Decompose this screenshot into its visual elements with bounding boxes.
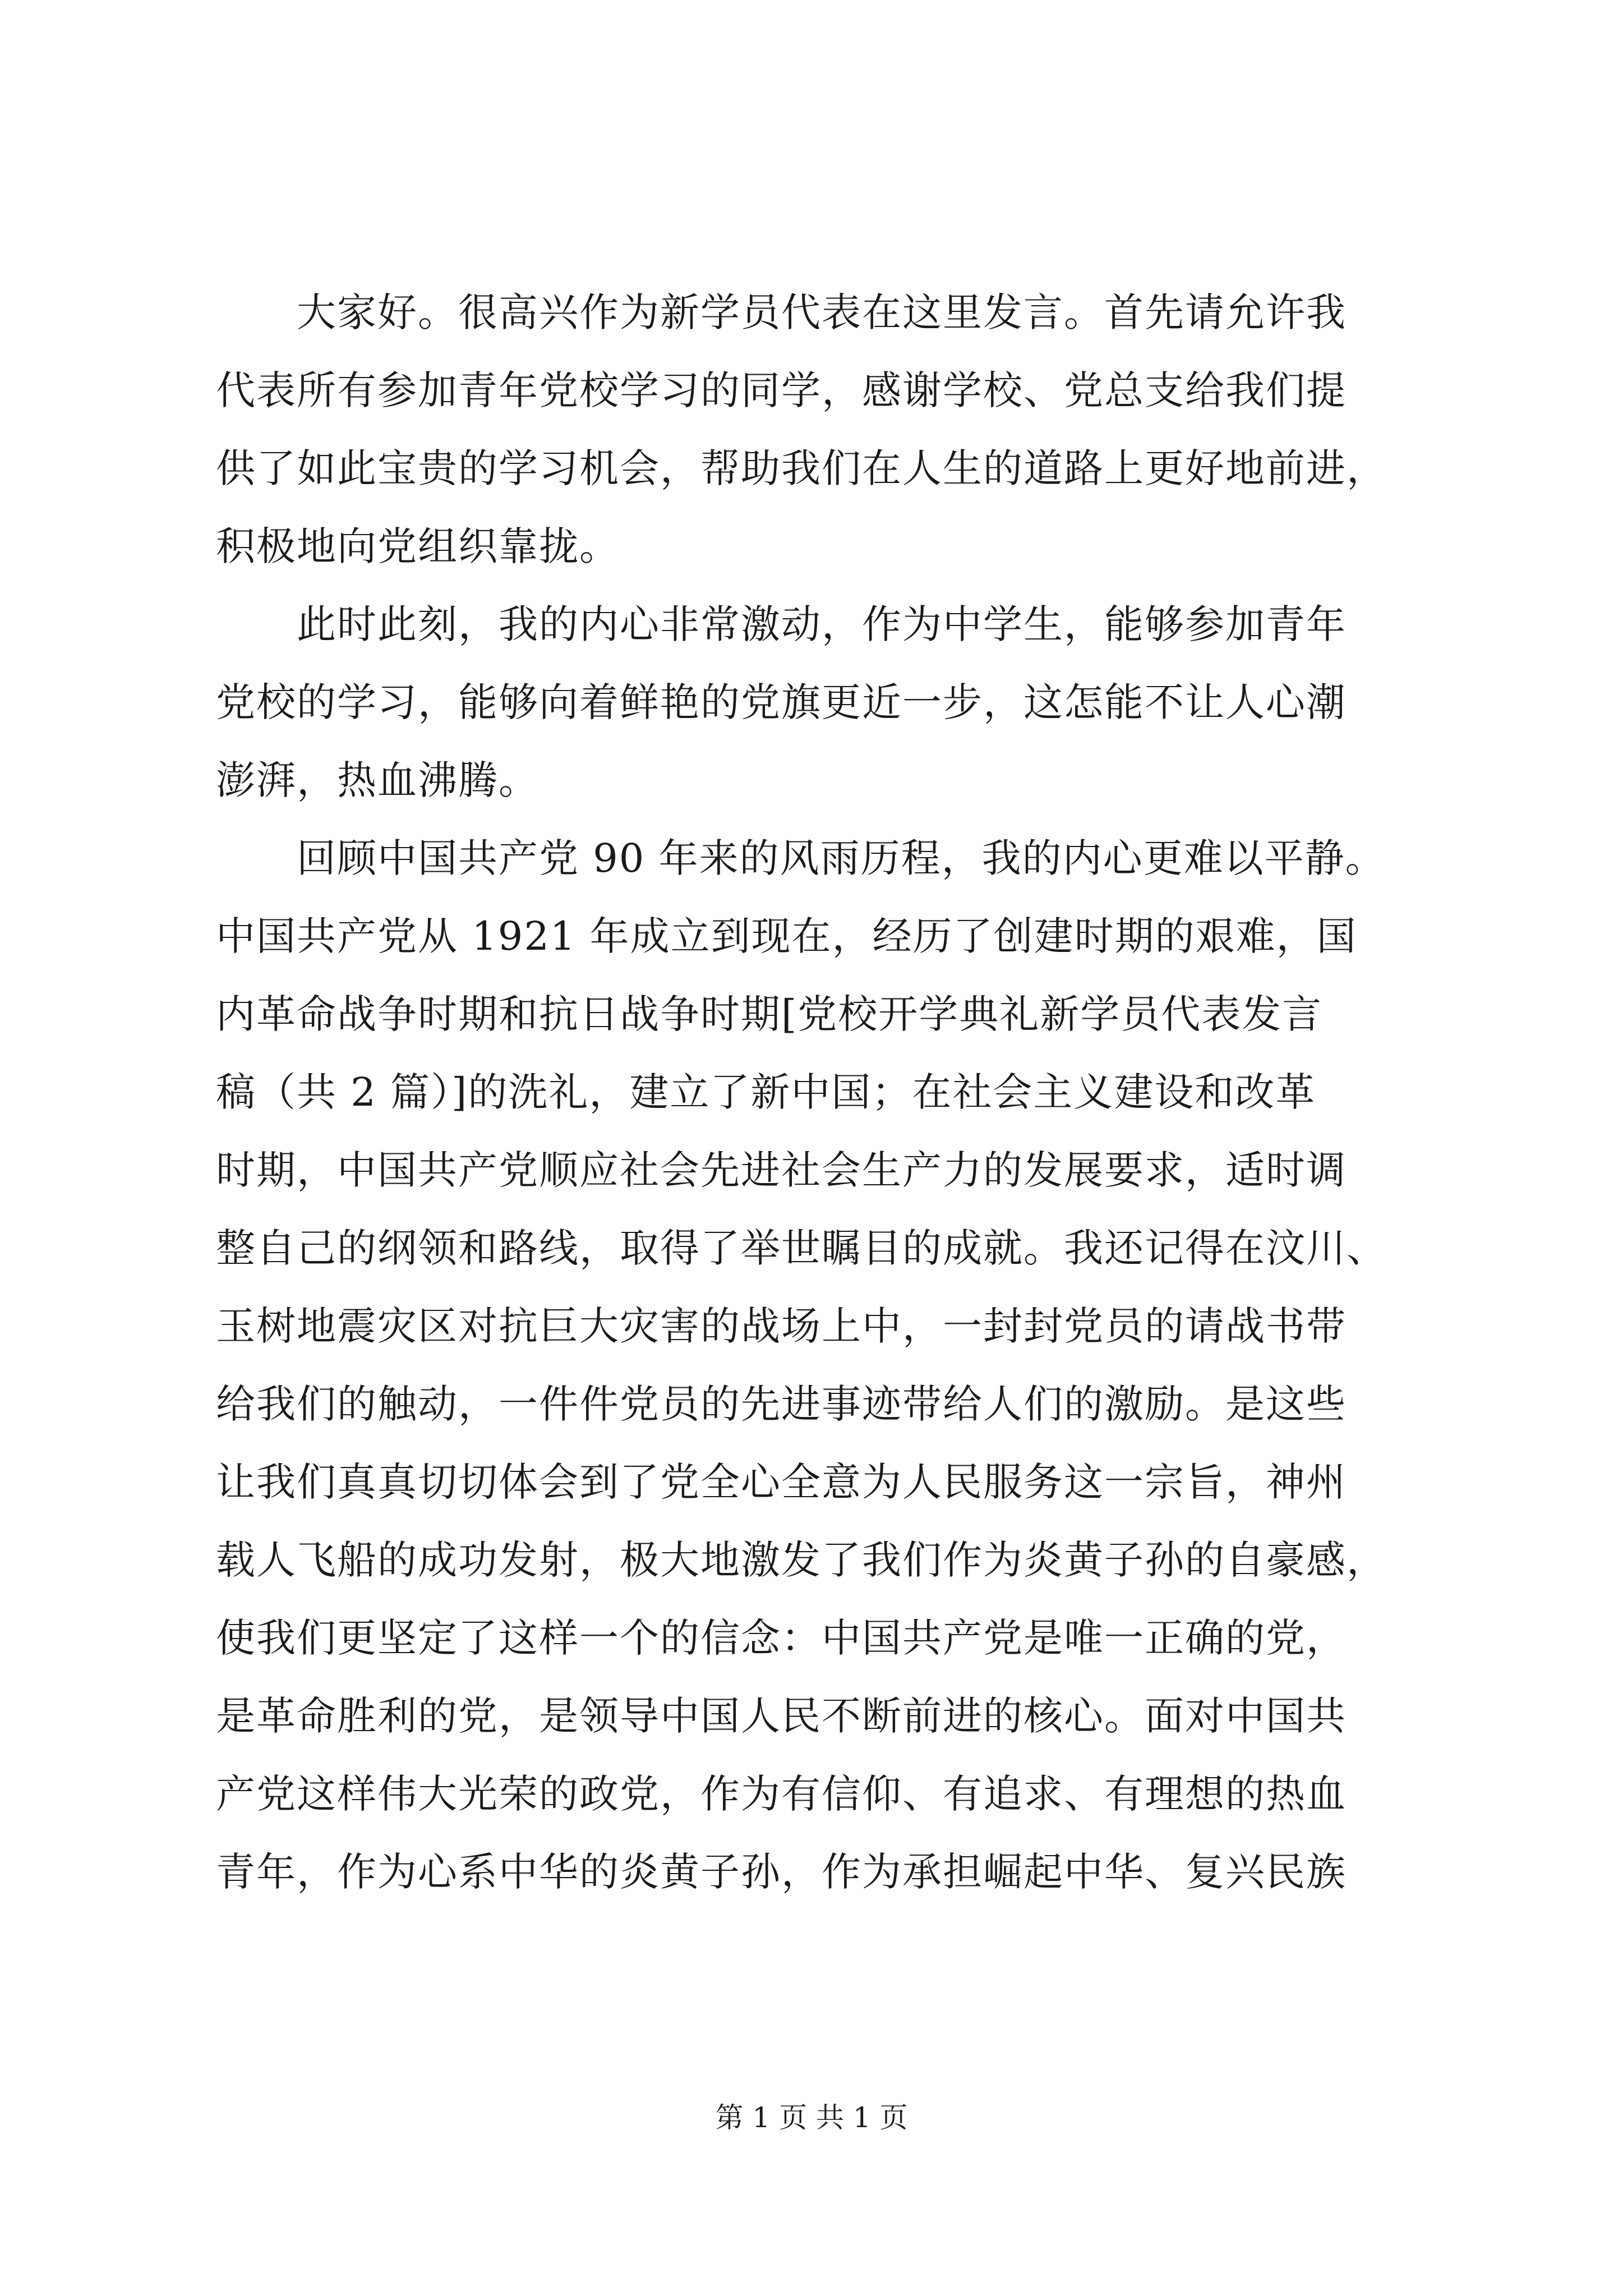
page-footer [0, 2098, 1623, 2137]
text-line: 大家好。很高兴作为新学员代表在这里发言。首先请允许我 [216, 289, 1347, 335]
text-line: 回顾中国共产党 90 年来的风雨历程，我的内心更难以平静。 [216, 835, 1386, 881]
text-line: 此时此刻，我的内心非常激动，作为中学生，能够参加青年 [216, 601, 1347, 647]
text-line: 是革命胜利的党，是领导中国人民不断前进的核心。面对中国共 [216, 1693, 1347, 1739]
text-line: 党校的学习，能够向着鲜艳的党旗更近一步，这怎能不让人心潮 [216, 679, 1347, 725]
text-line: 给我们的触动，一件件党员的先进事迹带给人们的激励。是这些 [216, 1381, 1347, 1427]
text-line: 让我们真真切切体会到了党全心全意为人民服务这一宗旨，神州 [216, 1459, 1347, 1505]
text-line: 青年，作为心系中华的炎黄子孙，作为承担崛起中华、复兴民族 [216, 1849, 1347, 1895]
text-line: 积极地向党组织靠拢。 [216, 523, 620, 569]
text-line: 产党这样伟大光荣的政党，作为有信仰、有追求、有理想的热血 [216, 1771, 1347, 1817]
text-line: 供了如此宝贵的学习机会，帮助我们在人生的道路上更好地前进， [216, 445, 1387, 491]
text-line: 玉树地震灾区对抗巨大灾害的战场上中，一封封党员的请战书带 [216, 1303, 1347, 1349]
page-number: 第 1 页 共 1 页 [715, 2101, 908, 2134]
text-line: 中国共产党从 1921 年成立到现在，经历了创建时期的艰难，国 [216, 913, 1357, 959]
text-line: 内革命战争时期和抗日战争时期[党校开学典礼新学员代表发言 [216, 991, 1323, 1037]
text-line: 整自己的纲领和路线，取得了举世瞩目的成就。我还记得在汶川、 [216, 1225, 1387, 1271]
text-line: 载人飞船的成功发射，极大地激发了我们作为炎黄子孙的自豪感， [216, 1537, 1387, 1583]
text-line: 稿（共 2 篇）]的洗礼，建立了新中国；在社会主义建设和改革 [216, 1069, 1316, 1115]
text-line: 澎湃，热血沸腾。 [216, 757, 539, 803]
text-line: 使我们更坚定了这样一个的信念：中国共产党是唯一正确的党， [216, 1615, 1347, 1661]
text-line: 代表所有参加青年党校学习的同学，感谢学校、党总支给我们提 [216, 367, 1347, 413]
text-line: 时期，中国共产党顺应社会先进社会生产力的发展要求，适时调 [216, 1147, 1347, 1193]
body-text [216, 274, 1467, 1911]
